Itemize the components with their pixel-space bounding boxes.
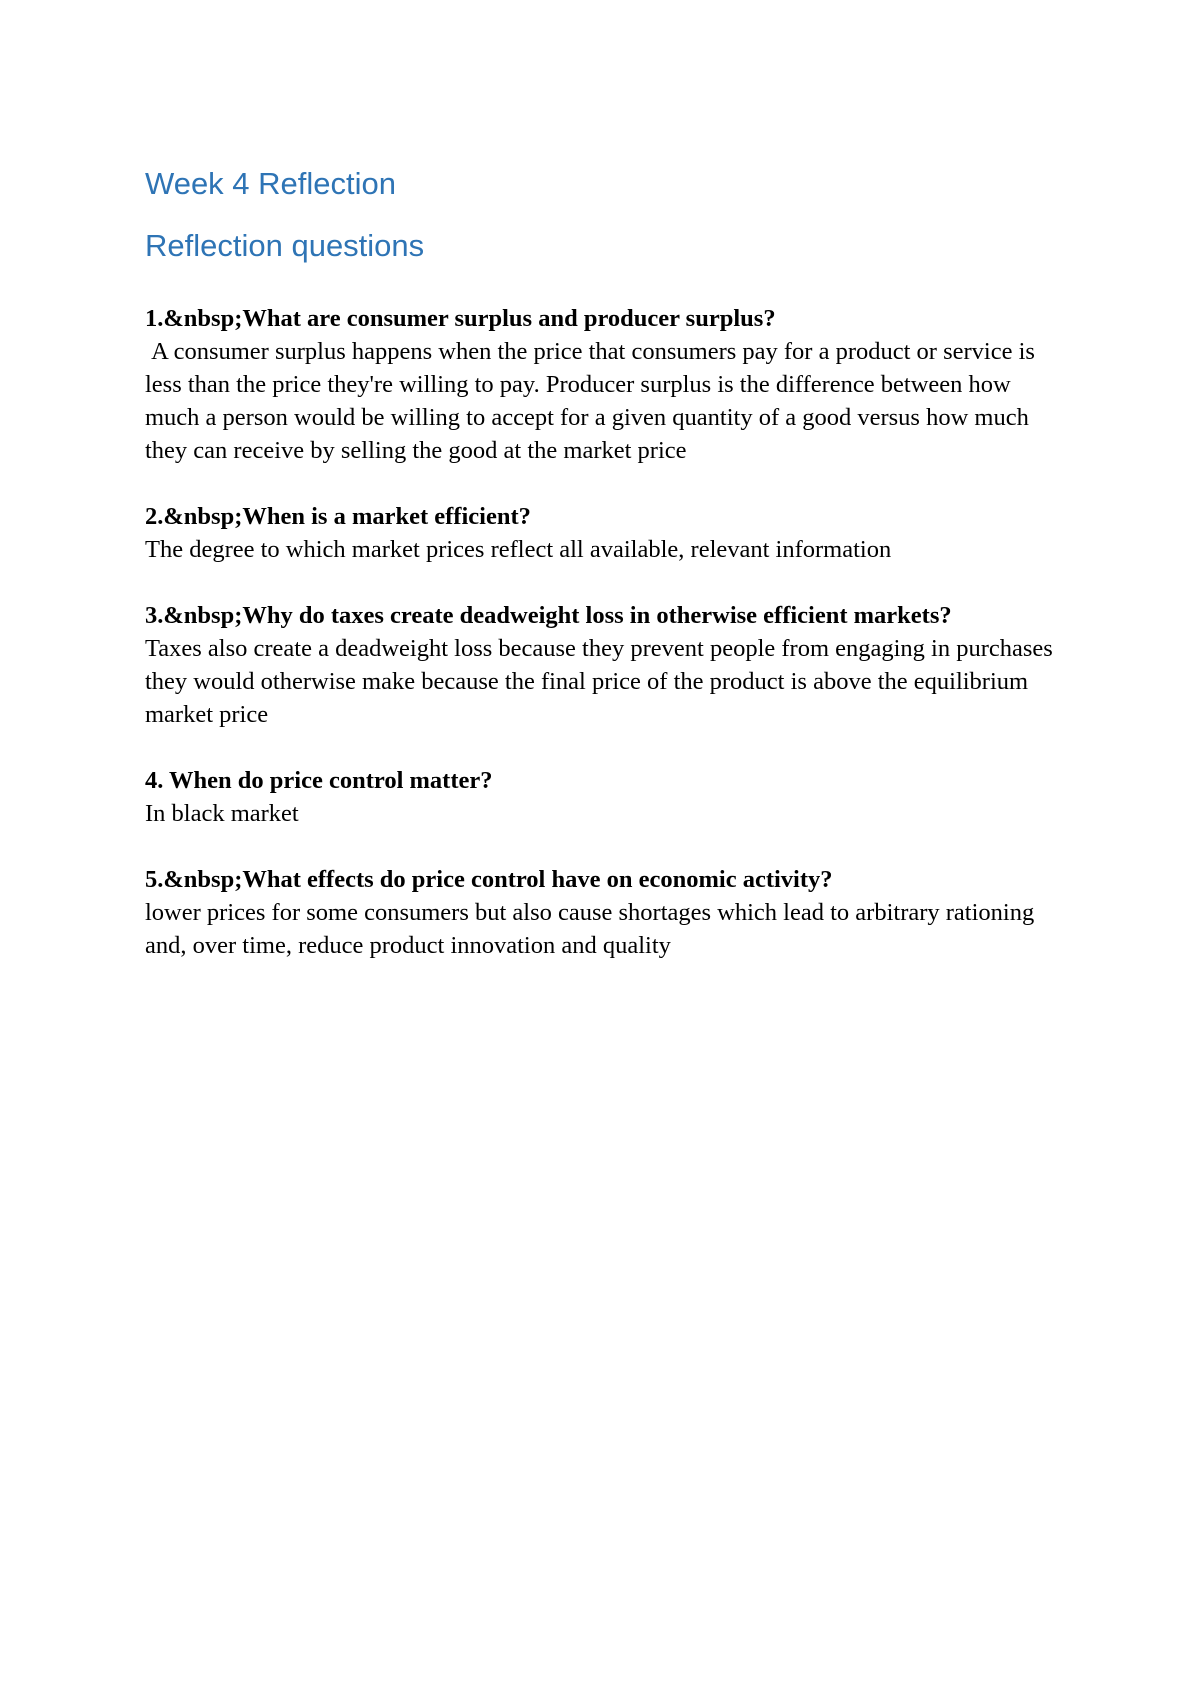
answer-2: The degree to which market prices reflect all available, relevant information [145, 536, 892, 564]
question-block-2 [145, 500, 1065, 566]
answer-4: In black market [145, 800, 299, 828]
question-4: 4. When do price control matter? [145, 767, 493, 795]
document-page [145, 165, 1065, 995]
question-block-1 [145, 302, 1065, 467]
question-5: 5.&nbsp;What effects do price control have on economic activity? [145, 866, 833, 894]
question-3: 3.&nbsp;Why do taxes create deadweight loss in otherwise efficient markets? [145, 602, 952, 630]
answer-5: lower prices for some consumers but also cause shortages which lead to arbitrary rationing and, over time, reduce product innovation and quality [145, 899, 1041, 960]
answer-1: A consumer surplus happens when the price that consumers pay for a product or service is less than the price they're willing to pay. Producer surplus is the difference between how much a person would be willing to accept for a given quantity of a good versus how much they can receive by selling the good at the market price [145, 338, 1042, 465]
answer-3: Taxes also create a deadweight loss because they prevent people from engaging in purchases they would otherwise make because the final price of the product is above the equilibrium market price [145, 635, 1059, 729]
question-1: 1.&nbsp;What are consumer surplus and producer surplus? [145, 305, 776, 333]
question-2: 2.&nbsp;When is a market efficient? [145, 503, 531, 531]
question-block-4 [145, 764, 1065, 830]
document-title: Week 4 Reflection [145, 166, 396, 201]
section-heading: Reflection questions [145, 228, 425, 264]
question-block-3 [145, 599, 1065, 731]
question-block-5 [145, 863, 1065, 962]
